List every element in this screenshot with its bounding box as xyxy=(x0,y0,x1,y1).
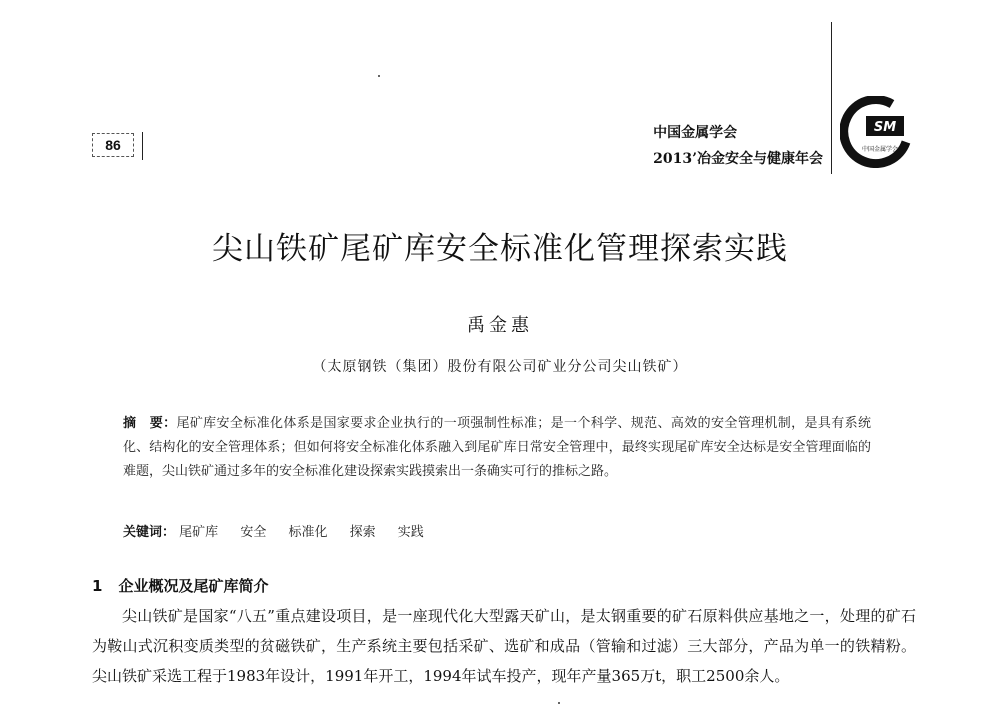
logo-mark: SM xyxy=(873,120,897,135)
abstract-label: 摘 要： xyxy=(123,416,177,431)
journal-header xyxy=(653,120,823,172)
keyword: 尾矿库 xyxy=(179,525,219,540)
section-title: 企业概况及尾矿库简介 xyxy=(118,577,269,595)
keyword: 探索 xyxy=(349,525,376,540)
society-logo-icon xyxy=(840,96,912,168)
header-divider xyxy=(831,22,832,174)
section-number: 1 xyxy=(92,577,103,595)
keywords xyxy=(123,521,871,545)
keyword: 安全 xyxy=(240,525,267,540)
logo-caption: 中国金属学会 xyxy=(861,146,899,153)
abstract-text: 尾矿库安全标准化体系是国家要求企业执行的一项强制性标准；是一个科学、规范、高效的安全管理机制，是具有系统化、结构化的安全管理体系；但如何将安全标准化体系融入到尾矿库日常安全管理中，最终实现尾矿库安全达标是安全管理面临的难题，尖山铁矿通过多年的安全标准化建设探索实践摸索出一条确实可行的推标之路。 xyxy=(123,416,871,479)
author-affiliation: （太原钢铁（集团）股份有限公司矿业分公司尖山铁矿） xyxy=(312,359,688,375)
page-number: 86 xyxy=(92,133,134,157)
section-paragraph: 尖山铁矿是国家“八五”重点建设项目，是一座现代化大型露天矿山，是太钢重要的矿石原料供应基地之一，处理的矿石为鞍山式沉积变质类型的贫磁铁矿，生产系统主要包括采矿、选矿和成品（管输和过滤）三大部分，产品为单一的铁精粉。尖山铁矿采选工程于1983年设计，1991年开工，1994年试车投产，现年产量365万t，职工2500余人。 xyxy=(92,607,916,685)
section-heading xyxy=(92,575,268,596)
conference-name: 2013’冶金安全与健康年会 xyxy=(653,151,823,167)
keyword: 标准化 xyxy=(288,525,328,540)
article-author: 禹金惠 xyxy=(467,315,533,336)
society-name: 中国金属学会 xyxy=(653,125,738,141)
keyword: 实践 xyxy=(397,525,424,540)
article-title: 尖山铁矿尾矿库安全标准化管理探索实践 xyxy=(212,231,788,267)
abstract xyxy=(123,412,871,484)
scan-mark xyxy=(558,702,560,704)
keywords-label: 关键词： xyxy=(123,525,176,540)
scan-mark xyxy=(378,75,380,77)
